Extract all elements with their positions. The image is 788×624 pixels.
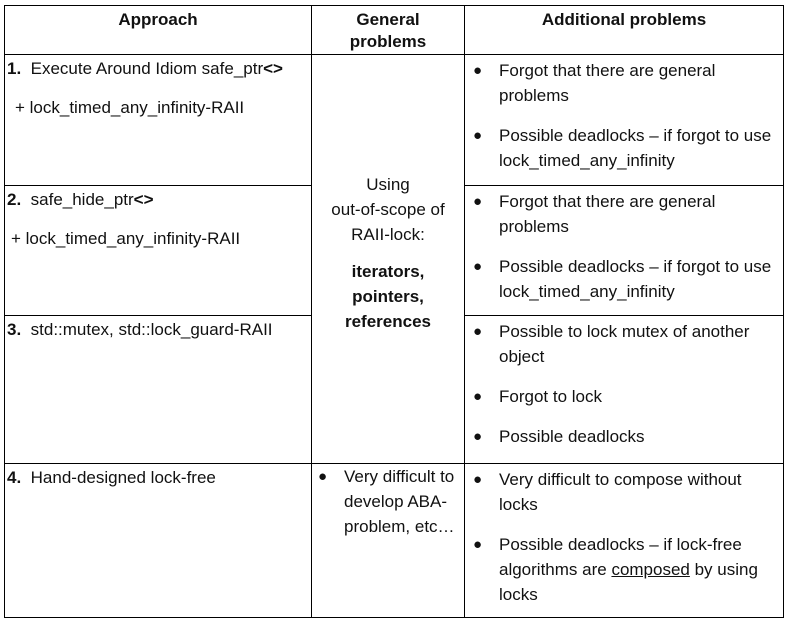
header-approach: Approach xyxy=(5,6,312,55)
table-row xyxy=(5,464,784,618)
comparison-table xyxy=(4,5,784,618)
list-item: ● Forgot to lock xyxy=(473,387,602,406)
approach-cell-3: 3. std::mutex, std::lock_guard-RAII xyxy=(5,316,312,464)
approach-sub-2: + lock_timed_any_infinity-RAII xyxy=(11,229,241,248)
list-item: ● Possible deadlocks – if forgot to use lock_timed_any_infinity xyxy=(473,126,772,170)
header-row xyxy=(5,6,784,55)
underlined-word: composed xyxy=(611,560,690,579)
general-problems-row-4 xyxy=(312,464,465,618)
header-additional-problems: Additional problems xyxy=(465,6,784,55)
additional-cell-2 xyxy=(465,186,784,316)
list-item: ● Possible deadlocks xyxy=(473,427,645,446)
list-item: ● Forgot that there are general problems xyxy=(473,192,716,236)
list-item: ● Very difficult to compose without locks xyxy=(473,470,742,514)
approach-title-1: Execute Around Idiom safe_ptr xyxy=(30,59,264,78)
approach-cell-4: 4. Hand-designed lock-free xyxy=(5,464,312,618)
additional-cell-4 xyxy=(465,464,784,618)
approach-cell-2: 2. safe_hide_ptr<> + lock_timed_any_infinity-RAII xyxy=(5,186,312,316)
additional-cell-3 xyxy=(465,316,784,464)
approach-title-2: safe_hide_ptr xyxy=(30,190,134,209)
list-item: ● Possible to lock mutex of another object xyxy=(473,322,750,366)
approach-title-4: Hand-designed lock-free xyxy=(30,468,216,487)
list-item: ● Possible deadlocks – if lock-free algorithms are composed by using locks xyxy=(473,535,758,604)
list-item: ● Forgot that there are general problems xyxy=(473,61,716,105)
list-item: ● Possible deadlocks – if forgot to use lock_timed_any_infinity xyxy=(473,257,772,301)
table-row xyxy=(5,55,784,186)
approach-title-3: std::mutex, std::lock_guard-RAII xyxy=(30,320,273,339)
list-item: ● Very difficult to develop ABA-problem, etc… xyxy=(318,467,455,536)
approach-cell-1: 1. Execute Around Idiom safe_ptr<> + lock_timed_any_infinity-RAII xyxy=(5,55,312,186)
approach-sub-1: + lock_timed_any_infinity-RAII xyxy=(15,98,245,117)
header-general-problems: General problems xyxy=(312,6,465,55)
general-problems-shared: Using out-of-scope of RAII-lock: iterators, pointers, references xyxy=(312,55,465,464)
additional-cell-1 xyxy=(465,55,784,186)
